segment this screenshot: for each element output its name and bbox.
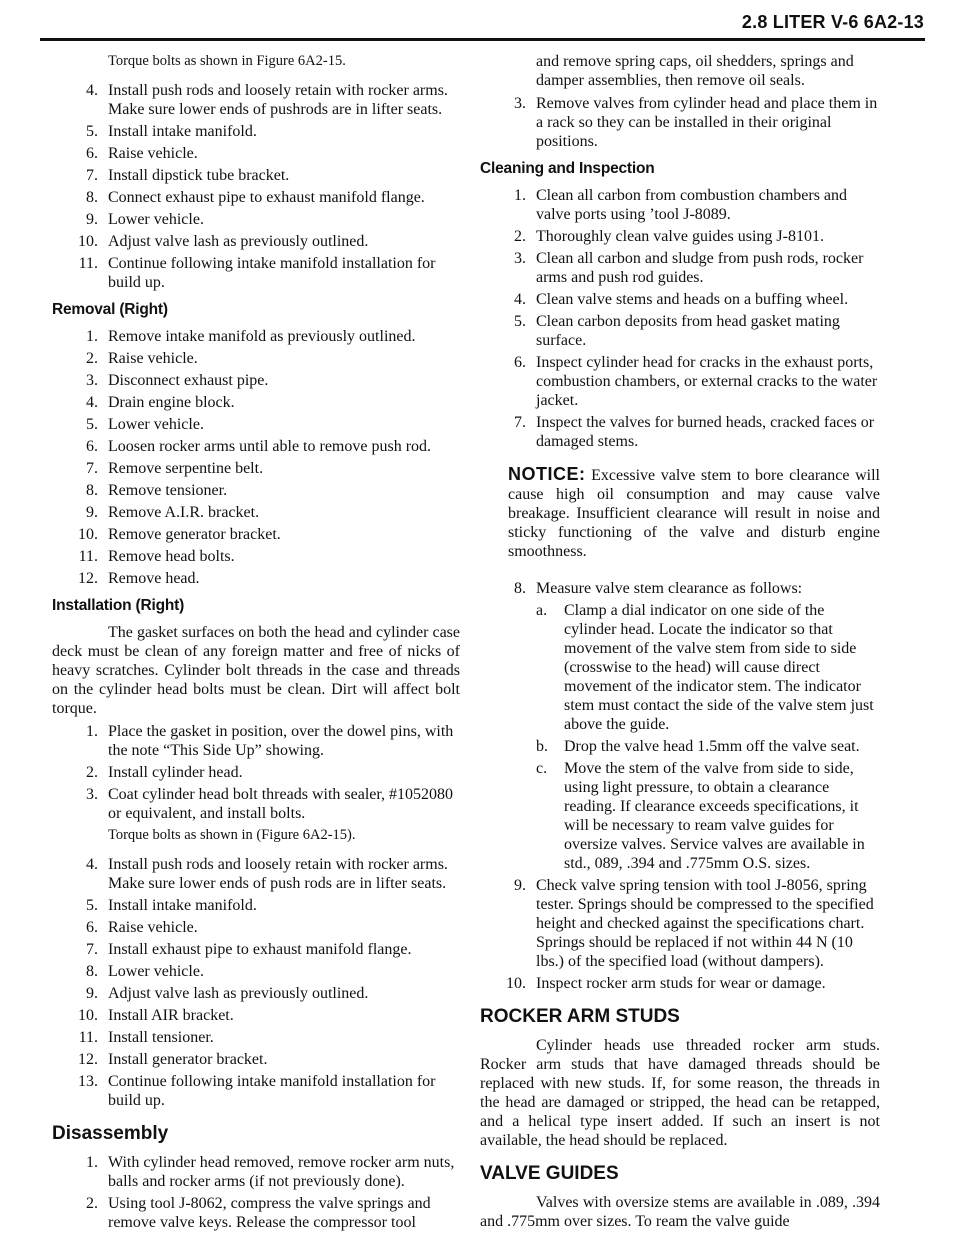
step-number: 4. <box>86 82 98 99</box>
step-text: Drop the valve head 1.5mm off the valve seat. <box>564 738 860 755</box>
step-text: Clean carbon deposits from head gasket mating surface. <box>536 313 840 349</box>
list-item <box>52 503 460 522</box>
step-number: 2. <box>86 764 98 781</box>
list-item <box>480 579 880 598</box>
step-text: Place the gasket in position, over the dowel pins, with the note “This Side Up” showing. <box>108 723 454 759</box>
step-number: 4. <box>86 856 98 873</box>
step-text: Continue following intake manifold installation for build up. <box>108 1073 436 1109</box>
list-item <box>52 188 460 207</box>
step-text: Install generator bracket. <box>108 1051 268 1068</box>
step-text: Install AIR bracket. <box>108 1007 234 1024</box>
step-text: Remove valves from cylinder head and place them in a rack so they can be installed in their original positions. <box>536 95 878 150</box>
list-item <box>52 569 460 588</box>
list-item <box>52 918 460 937</box>
step-number: 1. <box>514 187 526 204</box>
torque-note: Torque bolts as shown in Figure 6A2-15. <box>108 53 346 69</box>
step-number: 9. <box>86 504 98 521</box>
step-text: Install cylinder head. <box>108 764 243 781</box>
step-number: 2. <box>86 350 98 367</box>
step-list-disassembly-continued <box>480 94 880 151</box>
step-list-installation-right-1 <box>52 722 460 823</box>
step-text: Clean valve stems and heads on a buffing wheel. <box>536 291 849 308</box>
step-text: Loosen rocker arms until able to remove push rod. <box>108 438 432 455</box>
disassembly-heading: Disassembly <box>52 1123 169 1144</box>
list-item <box>52 437 460 456</box>
list-item <box>480 759 880 873</box>
step-number: 5. <box>514 313 526 330</box>
step-number: 7. <box>514 414 526 431</box>
step-text: Remove generator bracket. <box>108 526 281 543</box>
step-text: Install push rods and loosely retain with rocker arms. Make sure lower ends of push rods are in lifter seats. <box>108 856 448 892</box>
step-number: 8. <box>86 963 98 980</box>
step-text: Install exhaust pipe to exhaust manifold flange. <box>108 941 412 958</box>
torque-note-2: Torque bolts as shown in (Figure 6A2-15). <box>108 827 356 843</box>
step-text: Adjust valve lash as previously outlined. <box>108 985 369 1002</box>
list-item <box>480 249 880 287</box>
step-number: 9. <box>86 211 98 228</box>
step-text: Disconnect exhaust pipe. <box>108 372 269 389</box>
step-number: 2. <box>514 228 526 245</box>
step-text: Coat cylinder head bolt threads with sealer, #1052080 or equivalent, and install bolts. <box>108 786 454 822</box>
step-text: With cylinder head removed, remove rocker arm nuts, balls and rocker arms (if not previously done). <box>108 1154 455 1190</box>
step-number: 7. <box>86 167 98 184</box>
list-item <box>52 547 460 566</box>
step-text: Move the stem of the valve from side to side, using light pressure, to obtain a clearance reading. If clearance exceeds specifications, it will be necessary to ream valve guides for oversize valves. Service valves are available in std., 089, .394 and .775mm O.S. sizes. <box>564 760 865 872</box>
step-number: 3. <box>86 786 98 803</box>
list-item <box>52 940 460 959</box>
page-header-title: 2.8 LITER V-6 6A2-13 <box>741 12 924 32</box>
rocker-arm-studs-heading: ROCKER ARM STUDS <box>480 1006 680 1027</box>
valve-guides-text: Valves with oversize stems are available in .089, .394 and .775mm over sizes. To ream the valve guide <box>480 1194 880 1230</box>
step-text: Raise vehicle. <box>108 350 198 367</box>
step-text: Remove head. <box>108 570 200 587</box>
step-number: c. <box>536 760 548 777</box>
list-item <box>480 876 880 971</box>
step-number: 3. <box>514 95 526 112</box>
step-text: Using tool J-8062, compress the valve springs and remove valve keys. Release the compressor tool <box>108 1195 431 1231</box>
step-list-removal-right <box>52 327 460 588</box>
step-text: Thoroughly clean valve guides using J-8101. <box>536 228 824 245</box>
removal-right-heading: Removal (Right) <box>52 301 168 318</box>
rocker-arm-studs-text: Cylinder heads use threaded rocker arm studs. Rocker arm studs that have damaged threads should be replaced with new studs. If, for some reason, the threads in the head are damaged or stripped, the head can be retapped, and a helical type insert added. If such an insert is not available, the head should be replaced. <box>480 1037 880 1149</box>
notice-label: NOTICE: <box>508 464 586 484</box>
step-number: 11. <box>78 1029 98 1046</box>
step-number: 1. <box>86 723 98 740</box>
step-number: 7. <box>86 941 98 958</box>
step-text: Inspect cylinder head for cracks in the exhaust ports, combustion chambers, or external cracks to the water jacket. <box>536 354 878 409</box>
step-text: Continue following intake manifold installation for build up. <box>108 255 436 291</box>
list-item <box>52 962 460 981</box>
list-item <box>480 227 880 246</box>
list-item <box>52 1006 460 1025</box>
list-item <box>52 349 460 368</box>
step-number: 3. <box>86 372 98 389</box>
step-text: Remove head bolts. <box>108 548 235 565</box>
installation-right-heading: Installation (Right) <box>52 597 185 614</box>
step-number: 6. <box>514 354 526 371</box>
step-text: Remove A.I.R. bracket. <box>108 504 260 521</box>
step-number: 9. <box>514 877 526 894</box>
list-item <box>52 1194 460 1232</box>
step-number: a. <box>536 602 548 619</box>
step-text: Measure valve stem clearance as follows: <box>536 580 803 597</box>
step-number: 6. <box>86 919 98 936</box>
step-number: 12. <box>78 1051 98 1068</box>
step-text: Remove serpentine belt. <box>108 460 264 477</box>
step-number: 1. <box>86 1154 98 1171</box>
list-item <box>52 210 460 229</box>
list-item <box>52 232 460 251</box>
list-item <box>52 81 460 119</box>
step-list-cleaning <box>480 186 880 451</box>
step-number: 13. <box>78 1073 98 1090</box>
list-item <box>52 855 460 893</box>
list-item <box>480 353 880 410</box>
list-item <box>480 974 880 993</box>
disassembly-continuation: and remove spring caps, oil shedders, springs and damper assemblies, then remove oil seals. <box>536 53 854 89</box>
step-number: 5. <box>86 897 98 914</box>
step-text: Remove intake manifold as previously outlined. <box>108 328 416 345</box>
valve-guides-heading: VALVE GUIDES <box>480 1163 619 1184</box>
list-item <box>52 144 460 163</box>
list-item <box>52 785 460 823</box>
step-number: 5. <box>86 416 98 433</box>
list-item <box>480 413 880 451</box>
list-item <box>480 94 880 151</box>
step-number: 8. <box>86 189 98 206</box>
list-item <box>52 254 460 292</box>
step-number: 8. <box>86 482 98 499</box>
list-item <box>52 896 460 915</box>
list-item <box>480 290 880 309</box>
step-list-install-left-continued <box>52 81 460 292</box>
list-item <box>480 737 880 756</box>
step-text: Clean all carbon and sludge from push rods, rocker arms and push rod guides. <box>536 250 864 286</box>
step-number: 6. <box>86 145 98 162</box>
step-text: Install intake manifold. <box>108 897 257 914</box>
list-item <box>52 481 460 500</box>
step-text: Remove tensioner. <box>108 482 228 499</box>
step-number: b. <box>536 738 548 755</box>
step-number: 3. <box>514 250 526 267</box>
step-number: 4. <box>514 291 526 308</box>
step-number: 10. <box>78 526 98 543</box>
step-list-9-10 <box>480 876 880 993</box>
step-text: Inspect the valves for burned heads, cracked faces or damaged stems. <box>536 414 875 450</box>
step-number: 10. <box>78 233 98 250</box>
step-text: Lower vehicle. <box>108 963 204 980</box>
step-text: Clean all carbon from combustion chambers and valve ports using ’tool J-8089. <box>536 187 848 223</box>
list-item <box>52 393 460 412</box>
step-number: 11. <box>78 548 98 565</box>
step-number: 5. <box>86 123 98 140</box>
header-rule <box>40 38 925 41</box>
step-number: 6. <box>86 438 98 455</box>
step-text: Clamp a dial indicator on one side of the cylinder head. Locate the indicator so that movement of the valve stem from side to side (crosswise to the head) will cause direct movement of the indicator stem. The indicator stem must contact the side of the valve stem just above the guide. <box>564 602 874 733</box>
list-item <box>52 1072 460 1110</box>
step-text: Install push rods and loosely retain with rocker arms. Make sure lower ends of pushrods are in lifter seats. <box>108 82 448 118</box>
step-number: 4. <box>86 394 98 411</box>
step-text: Inspect rocker arm studs for wear or damage. <box>536 975 826 992</box>
step-text: Install tensioner. <box>108 1029 214 1046</box>
step-text: Lower vehicle. <box>108 416 204 433</box>
list-item <box>52 525 460 544</box>
step-list-disassembly <box>52 1153 460 1232</box>
cleaning-inspection-heading: Cleaning and Inspection <box>480 160 655 177</box>
list-item <box>52 459 460 478</box>
step-number: 10. <box>78 1007 98 1024</box>
left-column <box>52 52 460 1235</box>
step-number: 7. <box>86 460 98 477</box>
installation-intro: The gasket surfaces on both the head and cylinder case deck must be clean of any foreign matter and free of nicks of heavy scratches. Cylinder bolt threads in the case and threads on the cylinder head bolts must be clean. Dirt will affect bolt torque. <box>52 624 460 717</box>
step-number: 11. <box>78 255 98 272</box>
step-number: 10. <box>506 975 526 992</box>
step-text: Raise vehicle. <box>108 145 198 162</box>
step-number: 1. <box>86 328 98 345</box>
list-item <box>480 186 880 224</box>
list-item <box>52 1050 460 1069</box>
step-text: Raise vehicle. <box>108 919 198 936</box>
list-item <box>52 984 460 1003</box>
step-number: 9. <box>86 985 98 1002</box>
list-item <box>52 371 460 390</box>
list-item <box>52 763 460 782</box>
step-text: Adjust valve lash as previously outlined. <box>108 233 369 250</box>
list-item <box>480 312 880 350</box>
list-item <box>52 166 460 185</box>
list-item <box>52 722 460 760</box>
step-8 <box>480 579 880 598</box>
right-column <box>480 52 880 1235</box>
step-text: Install dipstick tube bracket. <box>108 167 290 184</box>
notice-paragraph <box>480 465 880 561</box>
step-number: 8. <box>514 580 526 597</box>
step-text: Lower vehicle. <box>108 211 204 228</box>
list-item <box>52 1153 460 1191</box>
list-item <box>52 1028 460 1047</box>
list-item <box>52 415 460 434</box>
notice-text: Excessive valve stem to bore clearance will cause high oil consumption and may cause valve breakage. Insufficient clearance will result in noise and sticky functioning of the valve and disturb engine smoothness. <box>508 467 880 560</box>
list-item <box>480 601 880 734</box>
step-text: Connect exhaust pipe to exhaust manifold flange. <box>108 189 425 206</box>
step-number: 2. <box>86 1195 98 1212</box>
step-number: 12. <box>78 570 98 587</box>
step-list-installation-right-2 <box>52 855 460 1110</box>
step-text: Drain engine block. <box>108 394 235 411</box>
step-text: Check valve spring tension with tool J-8056, spring tester. Springs should be compressed to the specified height and checked against the specifications chart. Springs should be replaced if not within 44 N (10 lbs.) of the specified load (without dampers). <box>536 877 874 970</box>
step-8-sub-list <box>480 601 880 873</box>
step-text: Install intake manifold. <box>108 123 257 140</box>
list-item <box>52 122 460 141</box>
list-item <box>52 327 460 346</box>
